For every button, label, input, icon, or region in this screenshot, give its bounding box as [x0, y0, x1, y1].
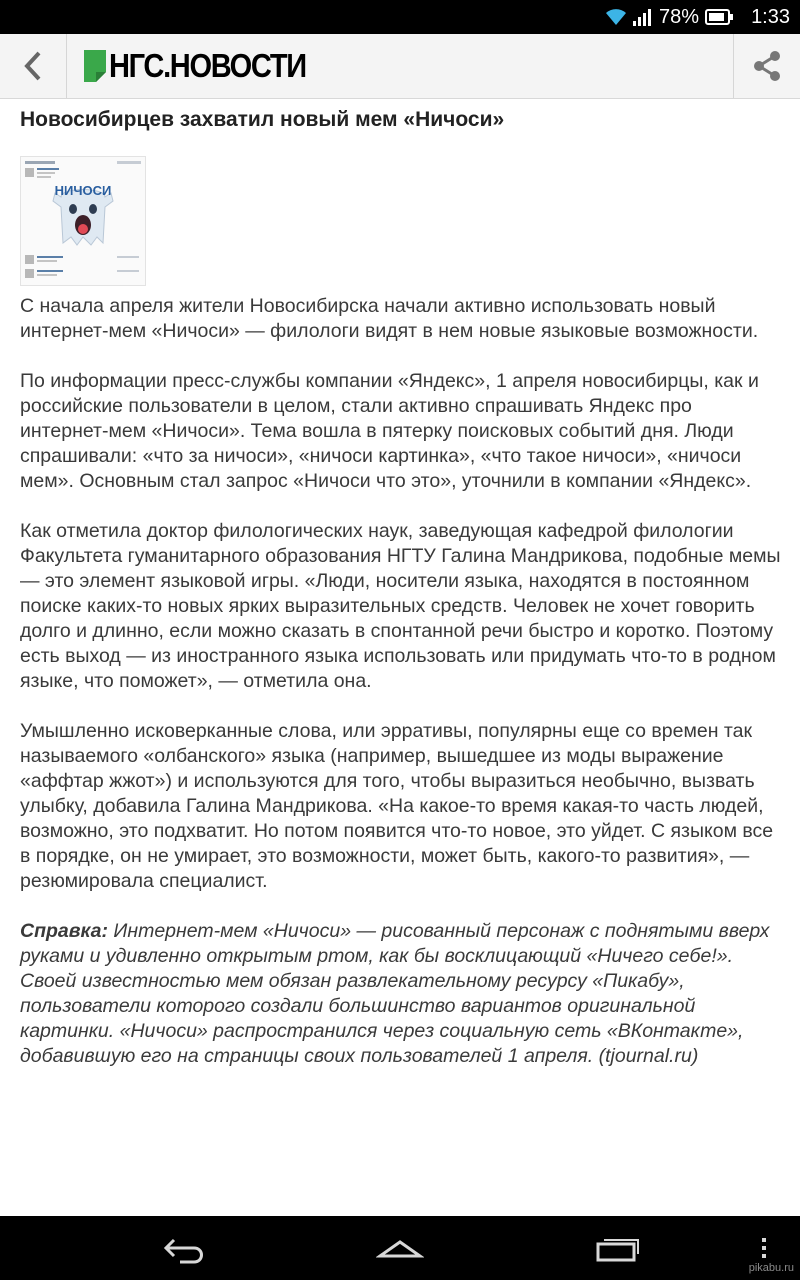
logo-text: НГС.НОВОСТИ — [109, 47, 306, 84]
article-title: Новосибирцев захватил новый мем «Ничоси» — [20, 108, 505, 131]
article — [20, 104, 784, 1069]
watermark: pikabu.ru — [748, 1262, 794, 1274]
battery-percent: 78% — [659, 5, 700, 28]
reference-note — [20, 919, 784, 1069]
battery-icon — [705, 9, 733, 25]
back-chevron-icon — [22, 50, 44, 82]
share-button[interactable] — [733, 34, 800, 98]
article-paragraph: Как отметила доктор филологических наук, заведующая кафедрой филологии Факультета гуманитарного образования НГТУ Галина Мандрикова, подобные мемы — это элемент языковой игры. «Люди, носители языка, находятся в постоянном поиске каких-то новых ярких выразительных средств. Человек не хочет говорить долго и длинно, если можно сказать в спонтанной речи быстро и коротко. Поэтому есть выход — из иностранного языка использовать или придумать что-то в родном языке, что поможет», — отметила она. — [20, 520, 781, 692]
status-bar — [0, 0, 800, 34]
overflow-menu-icon[interactable] — [756, 1230, 772, 1266]
action-bar — [0, 34, 800, 99]
article-paragraph: С начала апреля жители Новосибирска начали активно использовать новый интернет-мем «Ничоси» — филологи видят в нем новые языковые возможности. — [20, 295, 759, 342]
reference-note-label: Справка: — [20, 920, 108, 942]
nav-recent-apps-icon[interactable] — [594, 1230, 642, 1266]
logo-mark-icon — [84, 50, 106, 82]
article-image[interactable] — [20, 156, 146, 286]
ngs-news-logo[interactable] — [84, 48, 333, 84]
signal-icon — [633, 8, 651, 26]
wifi-icon — [605, 8, 627, 26]
article-paragraph: Умышленно исковерканные слова, или эрративы, популярны еще со времен так называемого «олбанского» языка (например, вышедшее из моды выражение «аффтар жжот») и используются для того, чтобы выразиться необычно, вызвать улыбку, добавила Галина Мандрикова. «На какое-то время какая-то часть людей, возможно, это подхватит. Но потом появится что-то новое, это уйдет. С языком все в порядке, он не умирает, это возможности, может быть, какого-то развития», — резюмировала специалист. — [20, 720, 774, 892]
clock: 1:33 — [751, 5, 790, 28]
navigation-bar — [0, 1216, 800, 1280]
nav-back-icon[interactable] — [160, 1230, 208, 1266]
share-icon — [751, 50, 783, 82]
nav-home-icon[interactable] — [376, 1230, 424, 1266]
reference-note-text: Интернет-мем «Ничоси» — рисованный персонаж с поднятыми вверх руками и удивленно открытым ртом, как бы восклицающий «Ничего себе!». Своей известностью мем обязан развлекательному ресурсу «Пикабу», пользователи которого создали большинство вариантов оригинальной картинки. «Ничоси» распространился через социальную сеть «ВКонтакте», добавившую его на страницы своих пользователей 1 апреля. (tjournal.ru) — [20, 920, 770, 1067]
meme-caption: НИЧОСИ — [54, 183, 112, 198]
back-button[interactable] — [0, 34, 67, 98]
article-paragraph: По информации пресс-службы компании «Яндекс», 1 апреля новосибирцы, как и российские пользователи в целом, стали активно спрашивать Яндекс про интернет-мем «Ничоси». Тема вошла в пятерку поисковых событий дня. Люди спрашивали: «что за ничоси», «ничоси картинка», «что такое ничоси», «ничоси мем». Основным стал запрос «Ничоси что это», уточнили в компании «Яндекс». — [20, 370, 759, 492]
